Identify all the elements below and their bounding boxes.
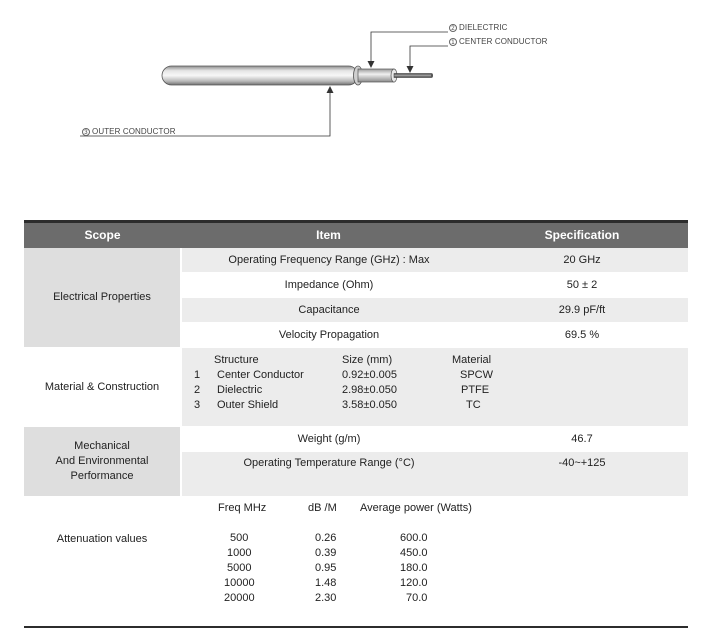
header-specification: Specification <box>476 222 688 248</box>
spec-cell: 69.5 % <box>476 323 688 348</box>
attenuation-grid <box>182 497 688 627</box>
material-construction-cell <box>181 348 688 427</box>
material-row-no: 1 <box>194 369 201 381</box>
spec-cell: 20 GHz <box>476 248 688 273</box>
attenuation-db: 1.48 <box>315 577 337 589</box>
callout-number: 1 <box>449 38 457 46</box>
table-row <box>24 427 688 452</box>
material-grid <box>182 348 688 426</box>
item-cell: Capacitance <box>181 298 476 323</box>
attenuation-db: 0.95 <box>315 562 337 574</box>
callout-center-conductor <box>449 37 548 46</box>
scope-attenuation: Attenuation values <box>24 497 181 628</box>
attenuation-power: 600.0 <box>400 532 428 544</box>
header-item: Item <box>181 222 476 248</box>
table-row <box>24 348 688 427</box>
attenuation-freq: 20000 <box>224 592 255 604</box>
material-row-size: 3.58±0.050 <box>342 399 397 411</box>
attenuation-header-power: Average power (Watts) <box>360 502 472 514</box>
attenuation-power: 70.0 <box>406 592 428 604</box>
attenuation-power: 450.0 <box>400 547 428 559</box>
material-row-structure: Dielectric <box>217 384 263 396</box>
callout-label: DIELECTRIC <box>459 23 508 32</box>
table-bottom-rule <box>24 626 688 628</box>
outer-jacket <box>162 66 363 85</box>
scope-material: Material & Construction <box>24 348 181 427</box>
spec-cell: 29.9 pF/ft <box>476 298 688 323</box>
material-header-structure: Structure <box>214 354 259 366</box>
attenuation-freq: 500 <box>230 532 249 544</box>
scope-mechanical-line: Performance <box>70 470 134 482</box>
attenuation-freq: 5000 <box>227 562 252 574</box>
attenuation-db: 0.26 <box>315 532 337 544</box>
material-header-material: Material <box>452 354 492 366</box>
scope-mechanical-line: Mechanical <box>74 440 130 452</box>
table-header-row <box>24 222 688 248</box>
spec-cell: -40~+125 <box>476 452 688 497</box>
item-cell: Weight (g/m) <box>181 427 476 452</box>
cable-diagram <box>0 0 701 160</box>
attenuation-header-db: dB /M <box>308 502 337 514</box>
attenuation-power: 180.0 <box>400 562 428 574</box>
dielectric-layer <box>358 69 397 82</box>
attenuation-power: 120.0 <box>400 577 428 589</box>
spec-cell: 46.7 <box>476 427 688 452</box>
item-cell: Velocity Propagation <box>181 323 476 348</box>
scope-electrical: Electrical Properties <box>24 248 181 348</box>
scope-mechanical-line: And Environmental <box>55 455 149 467</box>
callout-outer-conductor <box>82 127 176 136</box>
attenuation-freq: 1000 <box>227 547 252 559</box>
attenuation-cell <box>181 497 688 628</box>
callout-label: OUTER CONDUCTOR <box>92 127 176 136</box>
material-header-size: Size (mm) <box>342 354 393 366</box>
material-row-material: SPCW <box>460 369 493 381</box>
material-row-size: 0.92±0.005 <box>342 369 397 381</box>
spec-cell: 50 ± 2 <box>476 273 688 298</box>
callout-dielectric <box>449 23 508 32</box>
callout-number: 2 <box>449 24 457 32</box>
material-row-no: 2 <box>194 384 201 396</box>
material-row-material: TC <box>466 399 481 411</box>
material-row-structure: Outer Shield <box>217 399 279 411</box>
attenuation-header-freq: Freq MHz <box>218 502 267 514</box>
attenuation-freq: 10000 <box>224 577 255 589</box>
attenuation-db: 2.30 <box>315 592 337 604</box>
table-row <box>24 497 688 628</box>
material-row-no: 3 <box>194 399 201 411</box>
attenuation-db: 0.39 <box>315 547 337 559</box>
cable-illustration <box>0 0 701 160</box>
callout-label: CENTER CONDUCTOR <box>459 37 548 46</box>
item-cell: Operating Frequency Range (GHz) : Max <box>181 248 476 273</box>
center-conductor-wire <box>394 74 433 78</box>
material-row-material: PTFE <box>461 384 490 396</box>
callout-number: 3 <box>82 128 90 136</box>
material-row-size: 2.98±0.050 <box>342 384 397 396</box>
table-row <box>24 248 688 273</box>
scope-mechanical <box>24 427 181 497</box>
item-cell: Operating Temperature Range (°C) <box>181 452 476 497</box>
header-scope: Scope <box>24 222 181 248</box>
material-row-structure: Center Conductor <box>217 369 304 381</box>
item-cell: Impedance (Ohm) <box>181 273 476 298</box>
specification-table <box>24 220 688 628</box>
